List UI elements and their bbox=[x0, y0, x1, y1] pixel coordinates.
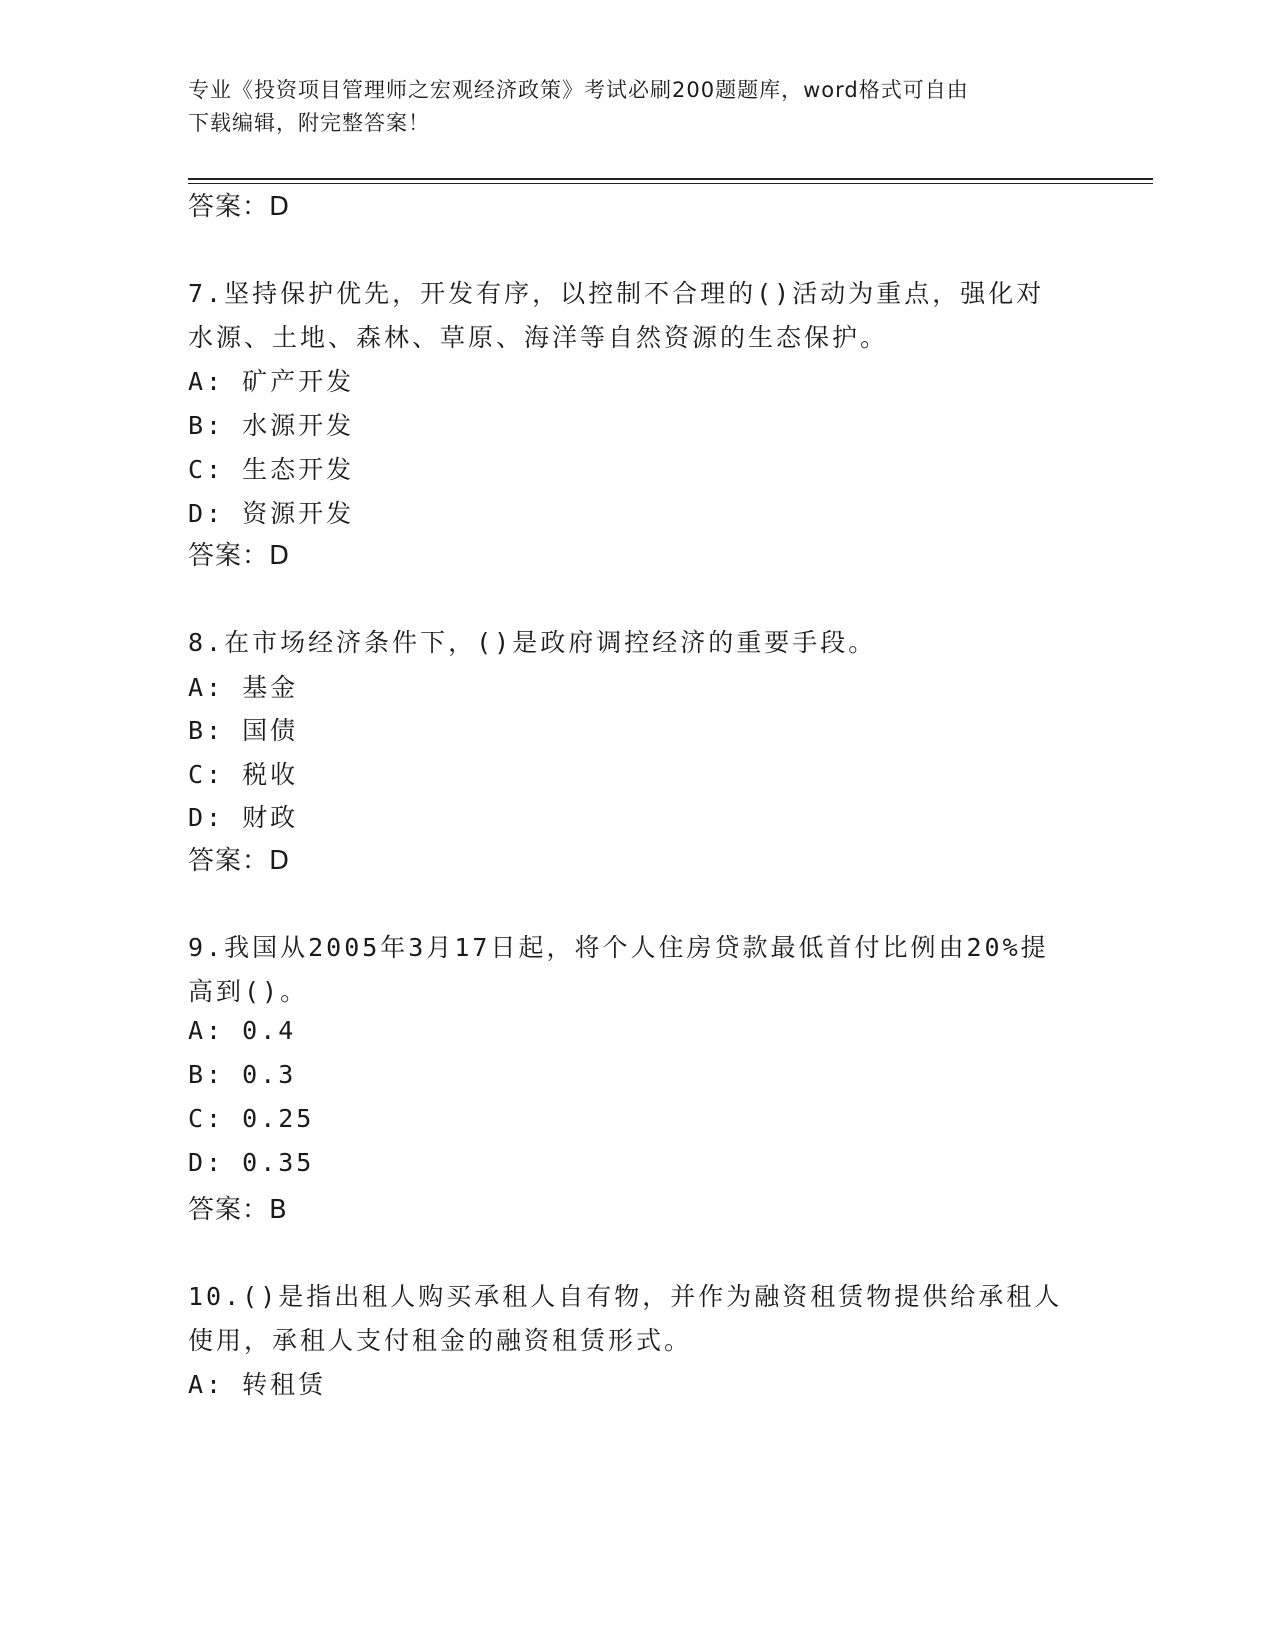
header-line-2: 下载编辑，附完整答案！ bbox=[188, 111, 430, 135]
q10-stem-line-1: 10.()是指出租人购买承租人自有物，并作为融资租赁物提供给承租人 bbox=[188, 1282, 1063, 1311]
answer-q9: 答案：B bbox=[188, 1195, 288, 1225]
q8-option-d: D: 财政 bbox=[188, 803, 299, 832]
q10-option-a: A: 转租赁 bbox=[188, 1370, 327, 1399]
q8-stem-line-1: 8.在市场经济条件下，()是政府调控经济的重要手段。 bbox=[188, 628, 877, 657]
header-line-1: 专业《投资项目管理师之宏观经济政策》考试必刷200题题库，word格式可自由 bbox=[188, 78, 969, 102]
q7-stem-line-1: 7.坚持保护优先，开发有序，以控制不合理的()活动为重点，强化对 bbox=[188, 279, 1045, 308]
q7-option-b: B: 水源开发 bbox=[188, 411, 355, 440]
q7-option-c: C: 生态开发 bbox=[188, 455, 355, 484]
q9-option-c: C: 0.25 bbox=[188, 1104, 315, 1133]
q9-option-b: B: 0.3 bbox=[188, 1060, 297, 1089]
q8-option-c: C: 税收 bbox=[188, 760, 299, 789]
answer-q6: 答案：D bbox=[188, 192, 291, 222]
q9-option-a: A: 0.4 bbox=[188, 1016, 297, 1045]
q8-option-a: A: 基金 bbox=[188, 673, 299, 702]
q7-stem-line-2: 水源、土地、森林、草原、海洋等自然资源的生态保护。 bbox=[188, 323, 889, 352]
q9-stem-line-2: 高到()。 bbox=[188, 977, 309, 1006]
header-divider-thin bbox=[188, 183, 1153, 184]
header-divider-thick bbox=[188, 178, 1153, 180]
q8-option-b: B: 国债 bbox=[188, 716, 299, 745]
answer-q7: 答案：D bbox=[188, 541, 291, 571]
q7-option-a: A: 矿产开发 bbox=[188, 367, 355, 396]
q9-stem-line-1: 9.我国从2005年3月17日起，将个人住房贷款最低首付比例由20%提 bbox=[188, 933, 1049, 962]
answer-q8: 答案：D bbox=[188, 846, 291, 876]
q9-option-d: D: 0.35 bbox=[188, 1148, 315, 1177]
q10-stem-line-2: 使用，承租人支付租金的融资租赁形式。 bbox=[188, 1326, 693, 1355]
document-header bbox=[188, 74, 1088, 140]
q7-option-d: D: 资源开发 bbox=[188, 499, 355, 528]
